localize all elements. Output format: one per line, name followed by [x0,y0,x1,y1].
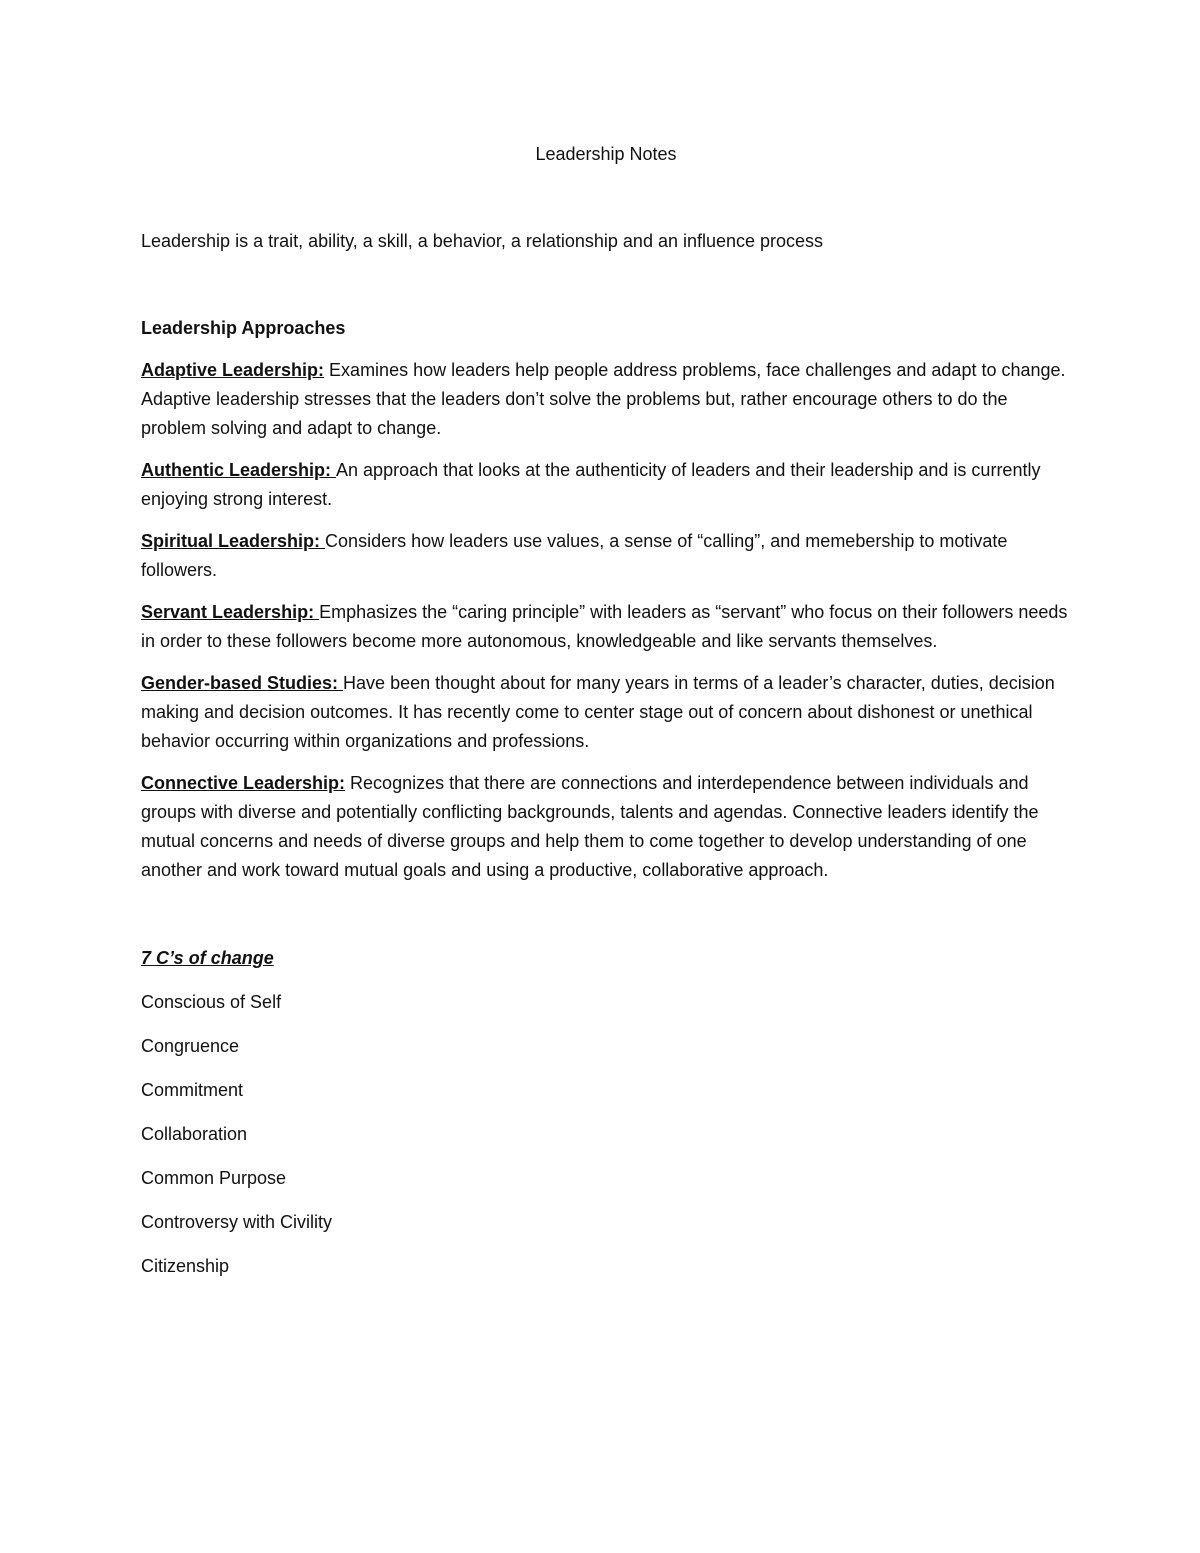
approaches-heading: Leadership Approaches [141,318,346,338]
approach-text: Recognizes that there are connections and interdependence between individuals and groups with diverse and potentially conflicting backgrounds, talents and agendas. Connective leaders identify the mutual concerns and needs of diverse groups and help them to come together to develop understanding of one another and work toward mutual goals and using a productive, collaborative approach. [141,773,1039,880]
list-item: Common Purpose [141,1168,287,1188]
approach-adaptive [141,356,1071,443]
approach-text: An approach that looks at the authenticity of leaders and their leadership and is currently enjoying strong interest. [141,460,1041,509]
approach-term: Adaptive Leadership: [141,360,325,380]
list-item: Commitment [141,1080,244,1100]
changes-list [141,988,1071,1281]
approach-text: Emphasizes the “caring principle” with leaders as “servant” who focus on their followers needs in order to these followers become more autonomous, knowledgeable and like servants themselves. [141,602,1068,651]
approach-text: Examines how leaders help people address problems, face challenges and adapt to change. Adaptive leadership stresses that the leaders don’t solve the problems but, rather encourage others to do the problem solving and adapt to change. [141,360,1066,438]
intro-paragraph: Leadership is a trait, ability, a skill, a behavior, a relationship and an influence process [141,231,824,251]
list-item: Collaboration [141,1124,248,1144]
approach-connective [141,769,1071,885]
approach-authentic [141,456,1071,514]
changes-heading: 7 C’s of change [141,948,274,968]
list-item: Controversy with Civility [141,1212,333,1232]
approach-text: Considers how leaders use values, a sense of “calling”, and memebership to motivate followers. [141,531,1008,580]
approach-term: Gender-based Studies: [141,673,344,693]
approach-spiritual [141,527,1071,585]
approach-gender-based [141,669,1071,756]
list-item: Conscious of Self [141,992,282,1012]
approach-text: Have been thought about for many years in terms of a leader’s character, duties, decision making and decision outcomes. It has recently come to center stage out of concern about dishonest or unethical behavior occurring within organizations and professions. [141,673,1055,751]
approach-servant [141,598,1071,656]
approach-term: Servant Leadership: [141,602,320,622]
approach-term: Authentic Leadership: [141,460,337,480]
list-item: Citizenship [141,1256,230,1276]
document-title: Leadership Notes [535,144,677,164]
document-body [141,140,1071,1281]
list-item: Congruence [141,1036,240,1056]
approach-term: Connective Leadership: [141,773,346,793]
approach-term: Spiritual Leadership: [141,531,326,551]
